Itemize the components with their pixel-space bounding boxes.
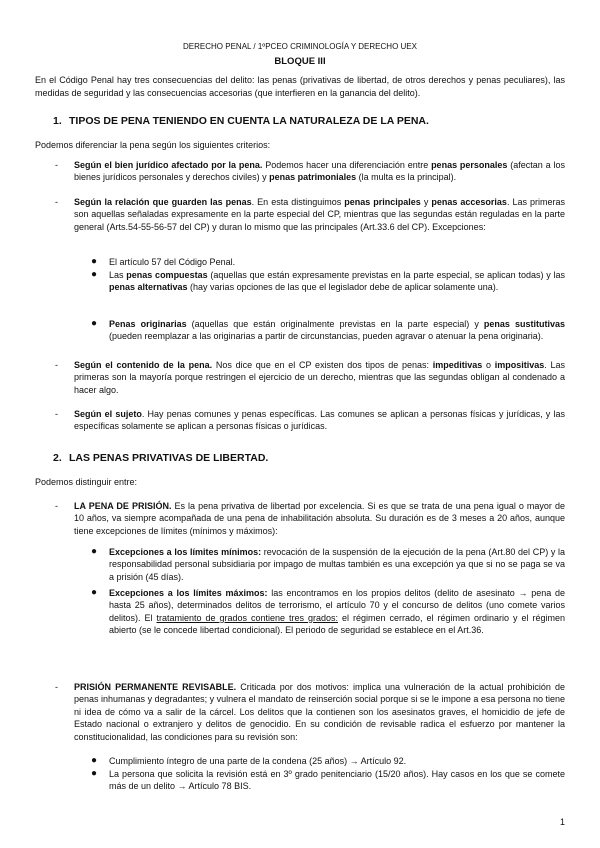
dash-marker: - [55,501,58,511]
page-number: 1 [559,817,565,827]
dash-marker: - [55,409,58,419]
condition-bullet: ● La persona que solicita la revisión está en 3º grado penitenciario (15/20 años). Hay casos en los que se comete más de un delito → Artículo 78 BIS. [91,768,565,792]
criterion-item: - Según el sujeto. Hay penas comunes y penas específicas. Las comunes se aplican a personas físicas y jurídicas, y las específicas solamente se aplican a personas físicas o jurídicas. [55,409,565,432]
section-2-lead: Podemos distinguir entre: [35,477,138,487]
prison-item: - LA PENA DE PRISIÓN. Es la pena privativa de libertad por excelencia. Si es que se trata de una pena igual o mayor de 10 años, va siempre acompañada de una pena de inhabilitación absoluta. Su duración es de 3 meses a 20 años, aunque tiene excepciones de límites (mínimos y máximos): [55,501,565,536]
permanent-prison-item: - PRISIÓN PERMANENTE REVISABLE. Criticada por dos motivos: implica una vulneración de la actual prohibición de penas inhumanas y degradantes; y vulnera el mandato de reinserción social porque si se le impone a esa persona no tiene ni idea de cómo va a salir de la cárcel. Los delitos que la contienen son los asesinatos graves, el homicidio de jefe de Estado nacional o extranjero y delitos de genocidio. En su condición de revisable radica el esfuerzo por mantener la constitucionalidad, las condiciones para su revisión son: [55,682,565,742]
section-2-number: 2. [53,452,62,464]
exception-bullet: ● Penas originarias (aquellas que están originalmente previstas en la parte especial) y penas sustitutivas (pueden reemplazar a las originarias a partir de circunstancias, pueden agravar o atenuar la pena originaria). [91,318,565,342]
dash-marker: - [55,197,58,207]
limit-bullet: ● Excepciones a los límites máximos: las encontramos en los propios delitos (delito de asesinato → pena de hasta 25 años), determinados delitos de terrorismo, el artículo 70 y el concurso de delitos (uno comete varios delitos). El tratamiento de grados contiene tres grados: el régimen cerrado, el régimen ordinario y el régimen abierto (se le concede libertad condicional). El periodo de seguridad se establece en el Art.36. [91,587,565,636]
criterion-item: - Según la relación que guarden las penas. En esta distinguimos penas principales y penas accesorias. Las primeras son aquellas señaladas expresamente en la parte especial del CP, mientras que las segundas están reguladas en la parte general (Arts.54-55-56-57 del CP) y duran lo mismo que las principales (Art.33.6 del CP). Excepciones: [55,197,565,232]
section-2-heading [53,452,268,464]
bullet-icon: ● [91,768,98,779]
block-title: BLOQUE III [274,56,326,67]
section-1-lead: Podemos diferenciar la pena según los siguientes criterios: [35,140,271,150]
exception-bullet: ● El artículo 57 del Código Penal. [91,256,236,267]
bullet-icon: ● [91,256,98,267]
dash-marker: - [55,360,58,370]
section-2-title: LAS PENAS PRIVATIVAS DE LIBERTAD. [69,452,269,464]
intro-paragraph: En el Código Penal hay tres consecuencias del delito: las penas (privativas de libertad, de otros derechos y penas peculiares), las medidas de seguridad y las consecuencias accesorias (que interfieren en la ganancia del delito). [35,75,565,98]
bullet-icon: ● [91,269,98,280]
section-1-title: TIPOS DE PENA TENIENDO EN CUENTA LA NATURALEZA DE LA PENA. [69,115,429,127]
criterion-item: - Según el bien jurídico afectado por la pena. Podemos hacer una diferenciación entre penas personales (afectan a los bienes jurídicos personales y derechos civiles) y penas patrimoniales (la multa es la principal). [55,160,565,183]
limit-bullet: ● Excepciones a los límites mínimos: revocación de la suspensión de la ejecución de la pena (Art.80 del CP) y la responsabilidad personal subsidiaria por impago de multas también es una excepción ya que si no se paga se va a prisión (45 días). [91,546,565,582]
dash-marker: - [55,682,58,692]
dash-marker: - [55,160,58,170]
bullet-icon: ● [91,755,98,766]
criterion-item: - Según el contenido de la pena. Nos dice que en el CP existen dos tipos de penas: impeditivas o impositivas. Las primeras son la mayoría porque restringen el ejercicio de un derecho, mientras que las segundas obligan al condenado a hacer algo. [55,360,565,395]
section-1-heading [53,115,429,127]
section-1-number: 1. [53,115,62,127]
bullet-icon: ● [91,318,98,329]
exception-bullet: ● Las penas compuestas (aquellas que están expresamente previstas en la parte especial, se aplican todas) y las penas alternativas (hay varias opciones de las que el legislador debe de aplicar solamente una). [91,269,565,293]
bullet-icon: ● [91,587,98,598]
bullet-icon: ● [91,546,98,557]
condition-bullet: ● Cumplimiento íntegro de una parte de la condena (25 años) → Artículo 92. [91,755,407,766]
document-header: DERECHO PENAL / 1ºPCEO CRIMINOLOGÍA Y DERECHO UEX [183,42,417,51]
